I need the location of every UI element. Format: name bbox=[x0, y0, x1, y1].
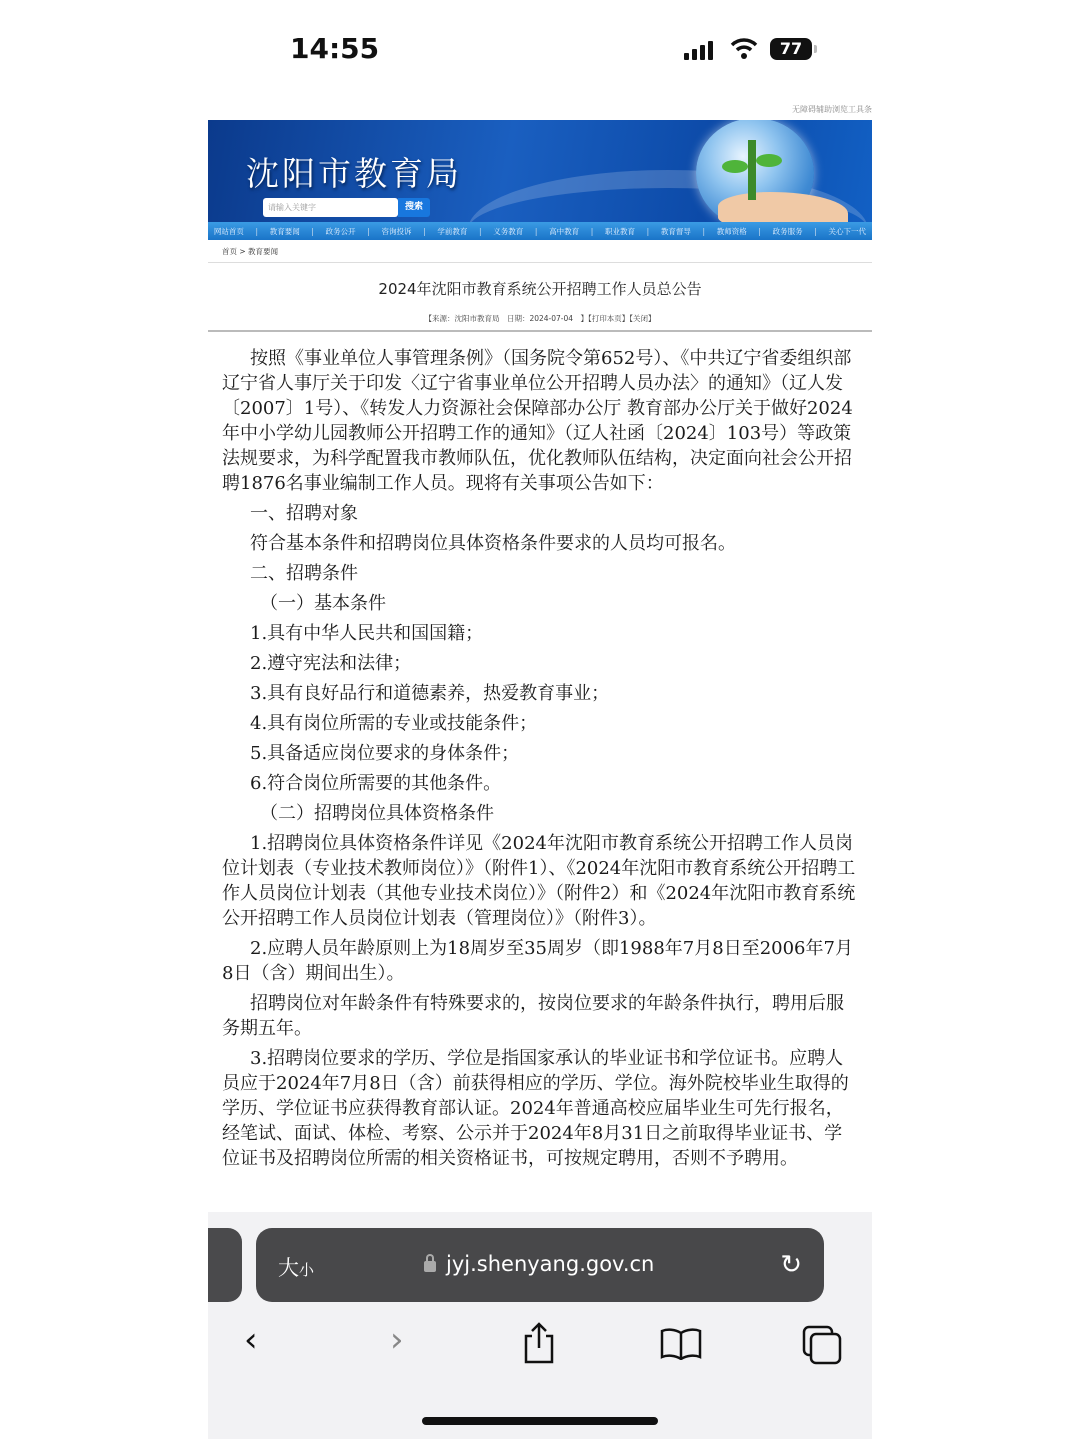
site-banner bbox=[208, 120, 872, 222]
nav-item[interactable]: 教育要闻 bbox=[269, 226, 300, 236]
nav-item[interactable]: 教师资格 bbox=[716, 226, 747, 236]
accessibility-toolbar-link[interactable]: 无障碍辅助浏览工具条 bbox=[792, 105, 872, 114]
leaf bbox=[722, 160, 748, 173]
article-paragraph: 5.具备适应岗位要求的身体条件； bbox=[250, 743, 520, 764]
text-size-large: 大 bbox=[278, 1256, 299, 1280]
article-body bbox=[222, 346, 860, 1212]
article-paragraph: 1.招聘岗位具体资格条件详见《2024年沈阳市教育系统公开招聘工作人员岗位计划表（专业技术教师岗位）》（附件1）、《2024年沈阳市教育系统公开招聘工作人员岗位计划表（其他专业技术岗位）》（附件2）和《2024年沈阳市教育系统公开招聘工作人员岗位计划表（管理岗位）》（附件3）。 bbox=[222, 833, 856, 929]
article-paragraph: 招聘岗位对年龄条件有特殊要求的，按岗位要求的年龄条件执行，聘用后服务期五年。 bbox=[222, 993, 844, 1039]
article-paragraph: （二）招聘岗位具体资格条件 bbox=[260, 803, 494, 824]
article-title: 2024年沈阳市教育系统公开招聘工作人员总公告 bbox=[378, 280, 702, 298]
bookmarks-icon[interactable] bbox=[660, 1328, 702, 1360]
forward-icon[interactable]: › bbox=[390, 1320, 404, 1360]
article-paragraph: 2.遵守宪法和法律； bbox=[250, 653, 412, 674]
nav-item[interactable]: 政务公开 bbox=[325, 226, 356, 236]
article-paragraph: 按照《事业单位人事管理条例》（国务院令第652号）、《中共辽宁省委组织部 辽宁省人事厅关于印发〈辽宁省事业单位公开招聘人员办法〉的通知》（辽人发〔2007〕1号）、《转发人力资源社会保障部办公厅 教育部办公厅关于做好2024年中小学幼儿园教师公开招聘工作的通知》（辽人社函〔2024〕103号）等政策法规要求，为科学配置我市教师队伍，优化教师队伍结构，决定面向社会公开招聘1876名事业编制工作人员。现将有关事项公告如下： bbox=[222, 348, 853, 494]
article-paragraph: 符合基本条件和招聘岗位具体资格条件要求的人员均可报名。 bbox=[250, 533, 736, 554]
nav-item[interactable]: 义务教育 bbox=[493, 226, 524, 236]
nav-item[interactable]: 高中教育 bbox=[549, 226, 580, 236]
search-button[interactable]: 搜索 bbox=[398, 198, 430, 217]
nav-item[interactable]: 网站首页 bbox=[213, 226, 244, 236]
share-icon[interactable] bbox=[522, 1322, 556, 1364]
site-logo[interactable]: 沈阳市教育局 bbox=[246, 154, 462, 193]
article-paragraph: 一、招聘对象 bbox=[250, 503, 358, 524]
nav-separator: | bbox=[814, 226, 817, 236]
nav-separator: | bbox=[534, 226, 538, 236]
seedling-image bbox=[748, 140, 756, 200]
home-indicator bbox=[422, 1417, 658, 1425]
reload-icon[interactable]: ↻ bbox=[780, 1250, 802, 1280]
article-paragraph: 4.具有岗位所需的专业或技能条件； bbox=[250, 713, 538, 734]
lock-icon bbox=[424, 1261, 436, 1272]
clock: 14:55 bbox=[290, 32, 380, 65]
nav-separator: | bbox=[311, 226, 314, 236]
article-paragraph: 1.具有中华人民共和国国籍； bbox=[250, 623, 484, 644]
nav-item[interactable]: 职业教育 bbox=[604, 226, 635, 236]
article-paragraph: 3.具有良好品行和道德素养，热爱教育事业； bbox=[250, 683, 610, 704]
article-meta: 【来源：沈阳市教育局 日期：2024-07-04 】【打印本页】【关闭】 bbox=[424, 314, 656, 323]
nav-separator: | bbox=[758, 226, 761, 236]
url-text[interactable]: jyj.shenyang.gov.cn bbox=[446, 1252, 655, 1276]
nav-separator: | bbox=[255, 226, 259, 236]
nav-item[interactable]: 政务服务 bbox=[772, 226, 803, 236]
wifi-icon bbox=[730, 36, 758, 60]
article-paragraph: 二、招聘条件 bbox=[250, 563, 358, 584]
nav-item[interactable]: 学前教育 bbox=[437, 226, 468, 236]
nav-separator: | bbox=[702, 226, 706, 236]
signal-icon bbox=[684, 40, 713, 60]
article-paragraph: 3.招聘岗位要求的学历、学位是指国家承认的毕业证书和学位证书。应聘人员应于2024年7月8日（含）前获得相应的学历、学位。海外院校毕业生取得的学历、学位证书应获得教育部认证。2024年普通高校应届毕业生可先行报名，经笔试、面试、体检、考察、公示并于2024年8月31日之前取得毕业证书、学位证书及招聘岗位所需的相关资格证书，可按规定聘用，否则不予聘用。 bbox=[222, 1048, 849, 1169]
back-icon[interactable]: ‹ bbox=[244, 1320, 258, 1360]
nav-separator: | bbox=[590, 226, 594, 236]
search-input[interactable]: 请输入关键字 bbox=[263, 198, 398, 217]
address-bar[interactable] bbox=[256, 1228, 824, 1302]
status-bar bbox=[0, 0, 1080, 100]
nav-item[interactable]: 关心下一代 bbox=[828, 226, 866, 236]
nav-separator: | bbox=[367, 226, 370, 236]
nav-separator: | bbox=[423, 226, 426, 236]
text-size-button[interactable] bbox=[278, 1252, 314, 1282]
breadcrumb[interactable]: 首页 > 教育要闻 bbox=[222, 247, 279, 256]
text-size-small: 小 bbox=[299, 1261, 315, 1279]
nav-separator: | bbox=[646, 226, 650, 236]
article-paragraph: （一）基本条件 bbox=[260, 593, 386, 614]
previous-tab-stub[interactable] bbox=[208, 1228, 242, 1302]
nav-item[interactable]: 教育督导 bbox=[660, 226, 691, 236]
article-header bbox=[208, 262, 872, 332]
article-paragraph: 2.应聘人员年龄原则上为18周岁至35周岁（即1988年7月8日至2006年7月8日（含）期间出生）。 bbox=[222, 938, 853, 984]
article-paragraph: 6.符合岗位所需要的其他条件。 bbox=[250, 773, 502, 794]
nav-item[interactable]: 咨询投诉 bbox=[381, 226, 412, 236]
tabs-icon[interactable] bbox=[802, 1325, 842, 1365]
battery-icon: 77 bbox=[770, 38, 812, 60]
main-nav bbox=[208, 222, 872, 240]
nav-separator: | bbox=[479, 226, 482, 236]
leaf bbox=[756, 154, 782, 167]
